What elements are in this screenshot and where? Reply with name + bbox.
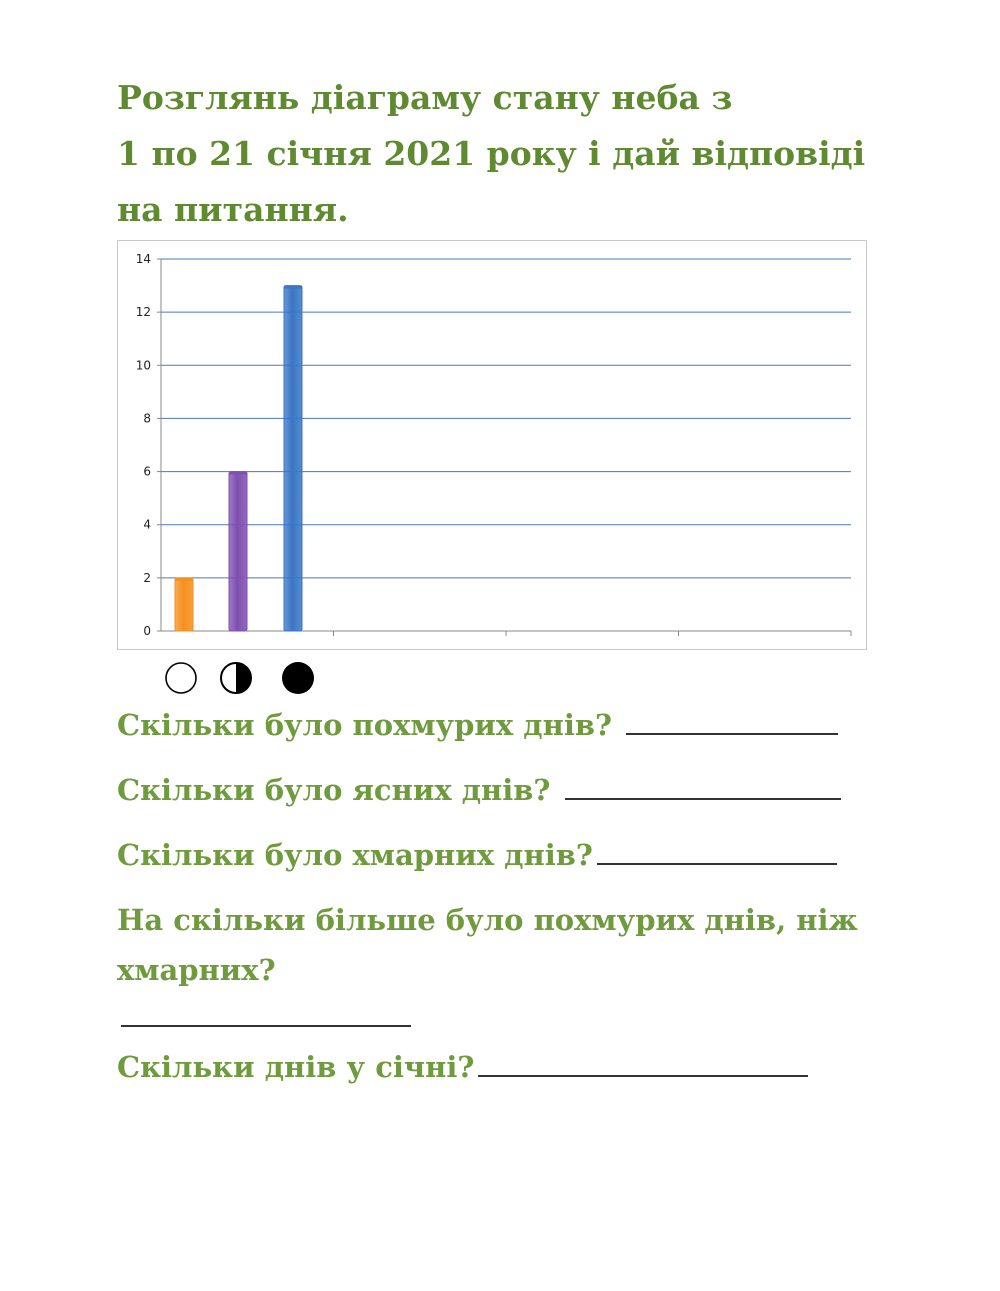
question-1	[117, 700, 977, 750]
bar-cap-partly-cloudy	[229, 472, 247, 475]
empty-circle-icon	[164, 660, 198, 694]
question-4-line-2-wrap	[117, 945, 977, 1027]
y-tick-label: 6	[143, 464, 151, 479]
y-tick-label: 12	[135, 305, 151, 320]
answer-line-1[interactable]	[626, 703, 838, 735]
answer-line-4[interactable]	[121, 995, 411, 1027]
bar-cap-overcast	[284, 286, 302, 289]
worksheet-title	[117, 70, 977, 238]
questions-list	[117, 700, 977, 1107]
title-line-2: 1 по 21 січня 2021 року і дай відповіді	[117, 134, 866, 173]
half-filled-circle-icon	[218, 660, 254, 694]
question-4	[117, 895, 977, 1027]
y-tick-label: 4	[143, 517, 151, 532]
question-4-line-1: На скільки більше було похмурих днів, ніж	[117, 903, 858, 937]
question-1-text: Скільки було похмурих днів?	[117, 708, 613, 742]
answer-line-2[interactable]	[565, 768, 841, 800]
question-5	[117, 1042, 977, 1092]
answer-line-3[interactable]	[597, 833, 837, 865]
y-tick-label: 8	[143, 411, 151, 426]
y-tick-label: 14	[135, 252, 151, 266]
bar-chart	[117, 240, 867, 650]
question-5-text: Скільки днів у січні?	[117, 1050, 475, 1084]
question-2-text: Скільки було ясних днів?	[117, 773, 551, 807]
question-3	[117, 830, 977, 880]
title-line-1: Розглянь діаграму стану неба з	[117, 78, 733, 117]
category-symbols	[164, 660, 324, 696]
question-4-line-2: хмарних?	[117, 953, 276, 987]
answer-line-5[interactable]	[478, 1045, 808, 1077]
bar-clear	[175, 578, 193, 631]
question-3-text: Скільки було хмарних днів?	[117, 838, 593, 872]
bar-partly-cloudy	[229, 472, 247, 631]
bar-overcast	[284, 286, 302, 631]
question-2	[117, 765, 977, 815]
chart-svg	[118, 241, 868, 651]
bar-cap-clear	[175, 578, 193, 581]
y-tick-label: 0	[143, 624, 151, 638]
title-line-3: на питання.	[117, 190, 349, 229]
y-tick-label: 10	[135, 358, 151, 373]
filled-circle-icon	[280, 660, 316, 694]
y-tick-label: 2	[143, 570, 151, 585]
